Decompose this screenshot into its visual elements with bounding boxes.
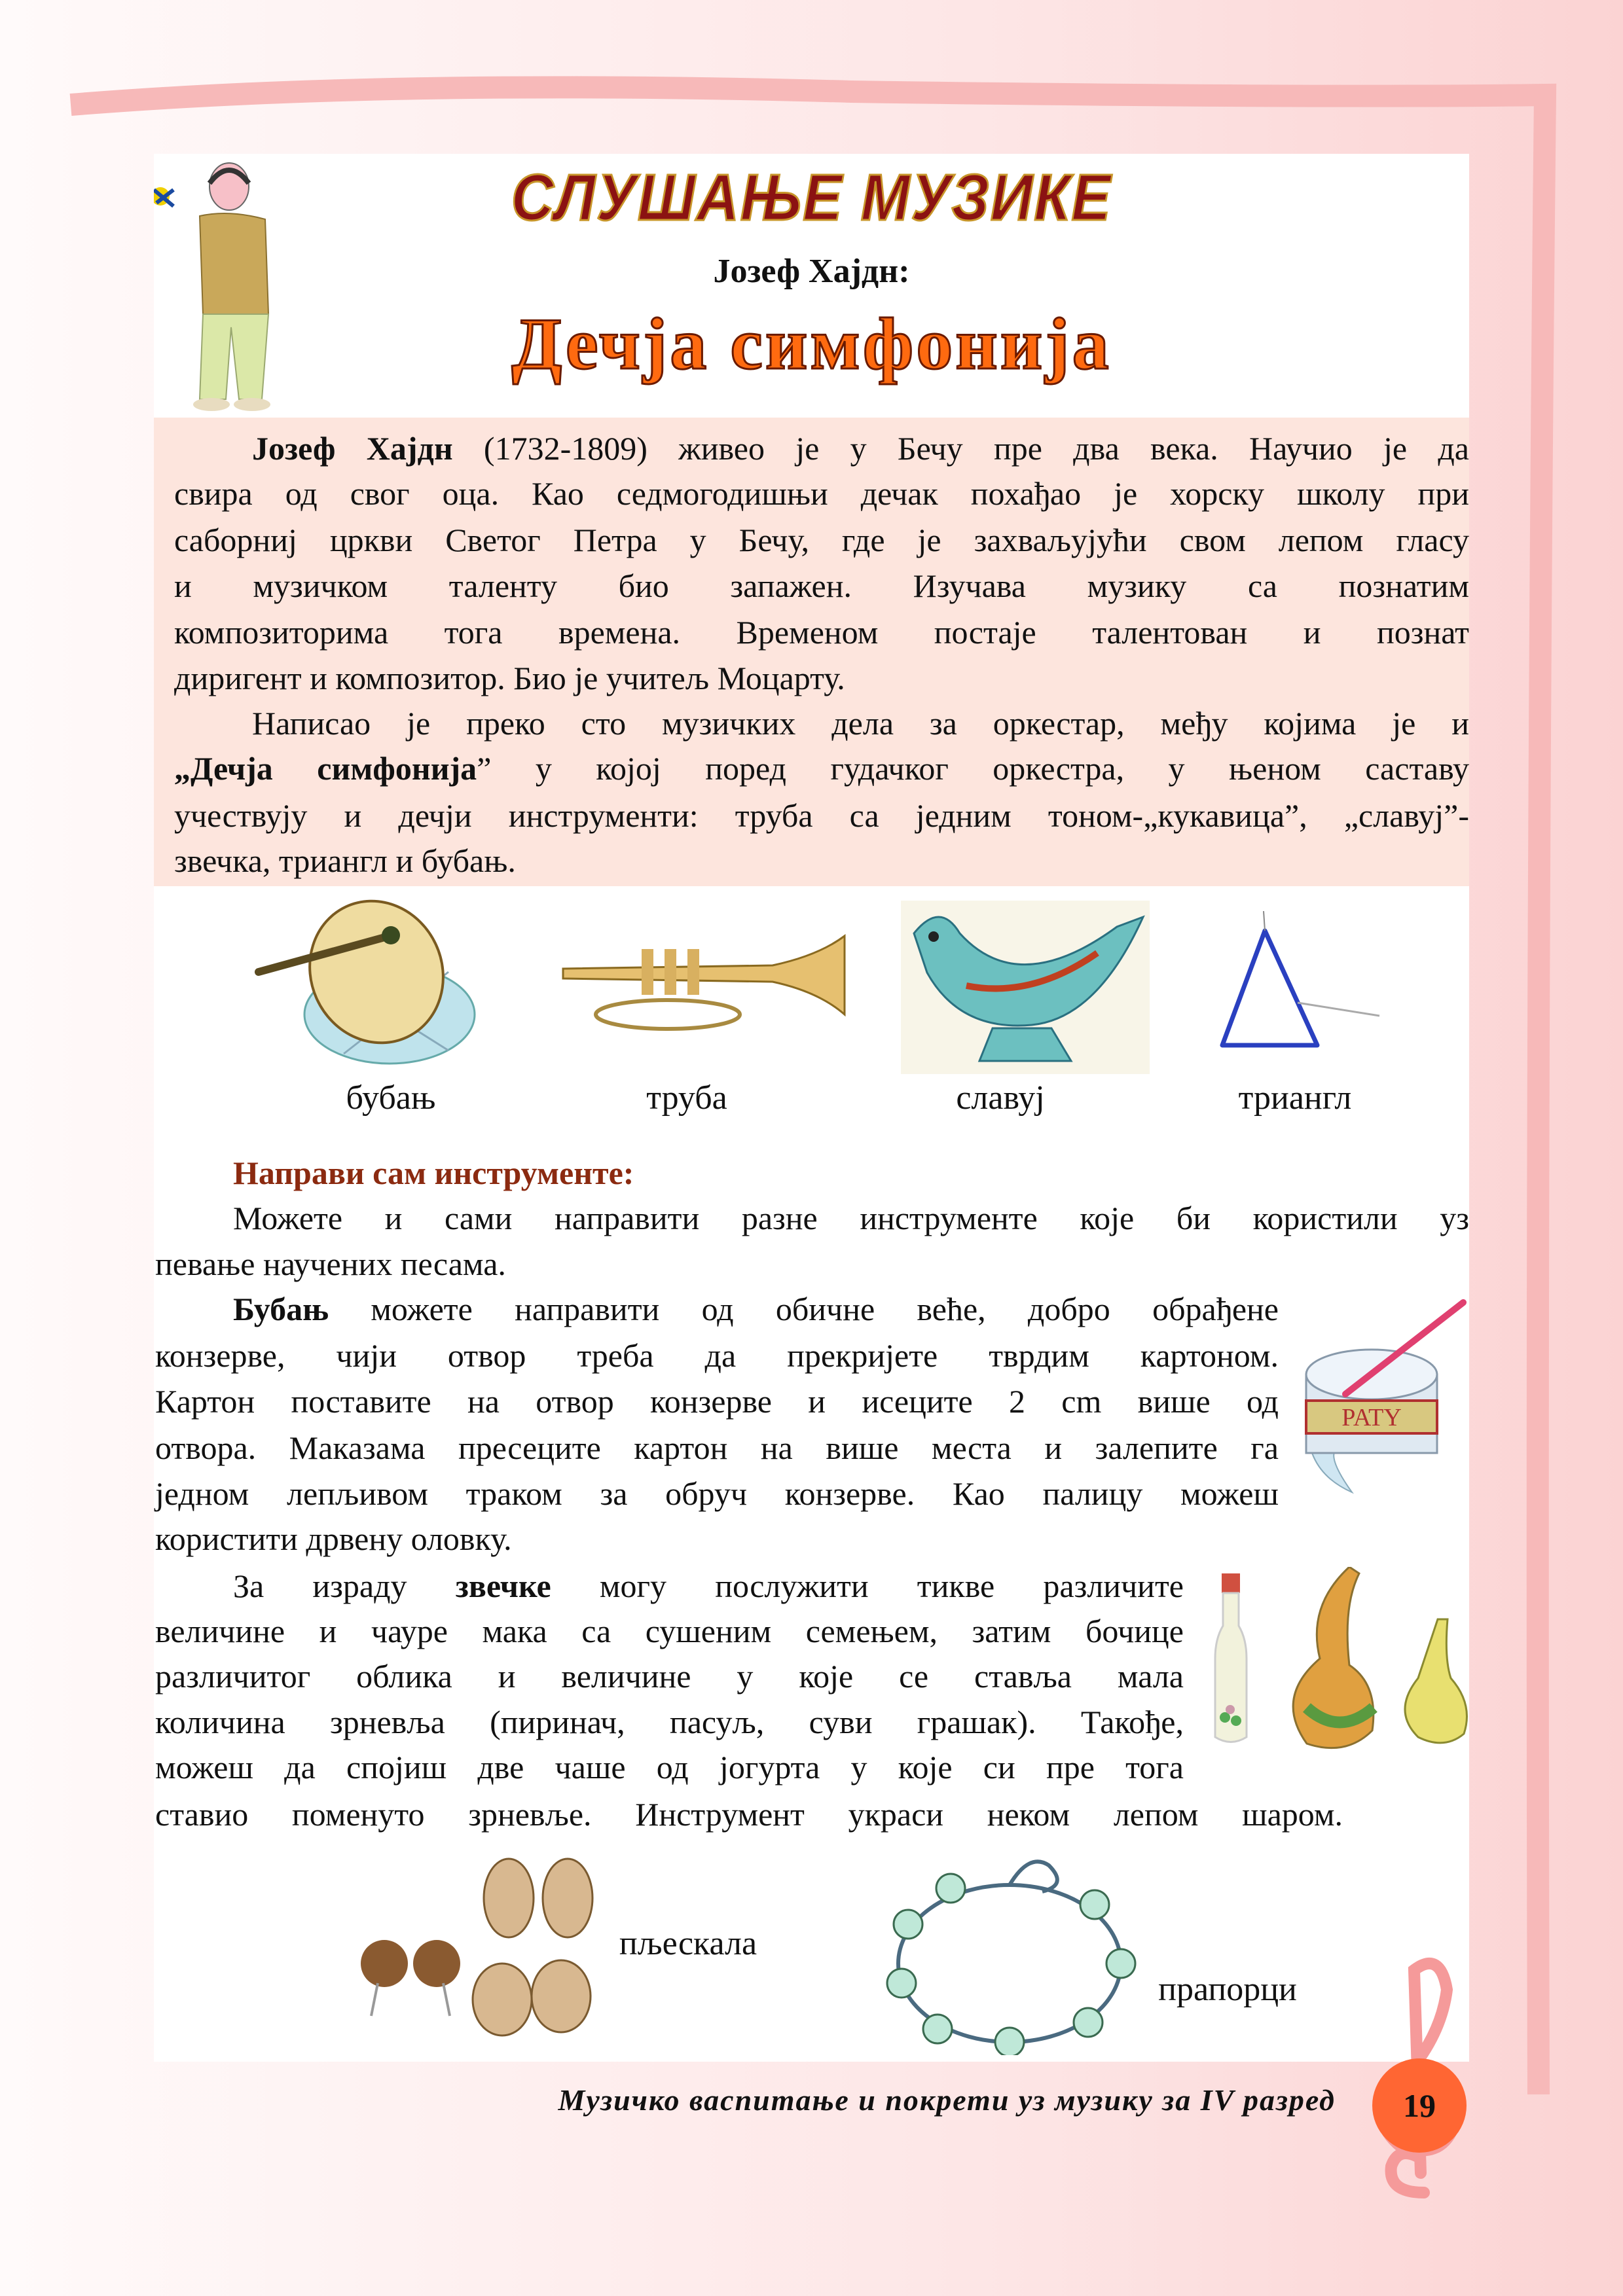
text-line xyxy=(155,1653,1184,1699)
text-line xyxy=(155,1425,1279,1471)
text-line xyxy=(174,471,1469,516)
bold-text: звечке xyxy=(455,1568,551,1604)
triangle-illustration xyxy=(1213,911,1389,1062)
text-line xyxy=(155,1378,1279,1424)
page-number: 19 xyxy=(1372,2058,1467,2153)
text-line xyxy=(155,1744,1184,1790)
text-segment: користити дрвену оловку. xyxy=(155,1520,512,1557)
can-label: PATY xyxy=(1341,1404,1402,1431)
text-segment: отвора. Маказама пресеците картон на више места и залепите га xyxy=(155,1429,1279,1466)
drum-illustration xyxy=(252,893,501,1077)
text-segment: (1732-1809) живео је у Бечу пре два века. Научио је да xyxy=(452,430,1469,467)
trumpet-illustration xyxy=(556,929,851,1034)
text-segment: можеш да спојиш две чаше од јогурта у које си пре тога xyxy=(155,1749,1184,1785)
text-segment: саборниј цркви Светог Петра у Бечу, где је захваљујући свом лепом гласу xyxy=(174,522,1469,558)
bold-text: Бубањ xyxy=(233,1291,329,1327)
text-segment: различитог облика и величине у које се ставља мала xyxy=(155,1658,1184,1695)
instrument-label-trumpet: труба xyxy=(646,1079,727,1117)
bold-text: „Дечја симфонија xyxy=(174,750,477,787)
text-segment: ” у којој поред гудачког оркестра, у њеном саставу xyxy=(477,750,1469,787)
text-line xyxy=(174,563,1469,609)
text-segment: певање научених песама. xyxy=(155,1246,506,1282)
composer-name: Јозеф Хајдн: xyxy=(713,253,910,290)
text-segment: величине и чауре мака са сушеним семењем, затим бочице xyxy=(155,1613,1184,1649)
text-line xyxy=(155,1333,1279,1378)
text-line xyxy=(155,1516,1279,1562)
text-segment: конзерве, чији отвор треба да прекријете тврдим картоном. xyxy=(155,1337,1279,1374)
text-line xyxy=(252,425,1469,471)
work-title: Дечја симфонија xyxy=(511,304,1112,385)
instrument-label-bird-whistle: славуј xyxy=(956,1079,1045,1117)
jingle-bells-ring-illustration xyxy=(879,1852,1147,2055)
text-line xyxy=(155,1608,1184,1654)
text-line xyxy=(155,1699,1184,1745)
text-line xyxy=(233,1563,1184,1609)
text-segment: звечка, триангл и бубањ. xyxy=(174,842,516,879)
text-line xyxy=(155,1241,1469,1287)
extra-instrument-label: прапорци xyxy=(1158,1971,1297,2008)
text-segment: и музичком таленту био запажен. Изучава музику са познатим xyxy=(174,567,1469,604)
text-segment: Картон поставите на отвор конзерве и исеците 2 cm више од xyxy=(155,1383,1279,1420)
text-line xyxy=(252,700,1469,746)
make-instruments-heading: Направи сам инструменте: xyxy=(233,1155,634,1191)
text-segment: можете направити од обичне веће, добро обрађене xyxy=(329,1291,1279,1327)
text-segment: једном лепљивом траком за обруч конзерве. Као палицу можеш xyxy=(155,1475,1279,1512)
text-segment: могу послужити тикве различите xyxy=(551,1568,1184,1604)
bold-text: Јозеф Хајдн xyxy=(252,430,453,467)
text-segment: Можете и сами направити разне инструменте које би користили уз xyxy=(233,1200,1469,1236)
text-line xyxy=(233,1195,1469,1241)
section-title: СЛУШАЊЕ МУЗИКЕ xyxy=(511,161,1112,234)
text-segment: свира од свог оца. Као седмогодишњи дечак похађао је хорску школу при xyxy=(174,475,1469,512)
text-segment: диригент и композитор. Био је учитељ Моцарту. xyxy=(174,660,845,696)
text-segment: учествују и дечји инструменти: труба са једним тоном-„кукавица”, „славуј”- xyxy=(174,797,1469,834)
text-line xyxy=(174,655,1469,701)
can-drum-illustration xyxy=(1293,1296,1470,1509)
instrument-label-triangle: триангл xyxy=(1238,1079,1352,1117)
text-line xyxy=(155,1471,1279,1516)
text-segment: композиторима тога времена. Временом постаје талентован и познат xyxy=(174,614,1469,651)
text-line xyxy=(174,793,1469,838)
rattle-gourds-illustration xyxy=(1209,1567,1470,1750)
text-line xyxy=(174,745,1469,791)
clappers-illustration xyxy=(352,1852,607,2062)
footer-book-title: Музичко васпитање и покрети уз музику за IV разред xyxy=(558,2083,1336,2117)
text-segment: количина зрневља (пиринач, пасуљ, суви грашак). Такође, xyxy=(155,1704,1184,1740)
bird-whistle-illustration xyxy=(901,901,1150,1074)
text-line xyxy=(174,517,1469,563)
text-segment: Написао је преко сто музичких дела за оркестар, међу којима је и xyxy=(252,705,1469,742)
instrument-label-drum: бубањ xyxy=(346,1079,436,1117)
text-line xyxy=(233,1286,1279,1332)
text-segment: За израду xyxy=(233,1568,456,1604)
text-line xyxy=(174,838,1469,884)
text-segment: ставио поменуто зрневље. Инструмент украси неком лепом шаром. xyxy=(155,1796,1343,1833)
extra-instrument-label: пљескала xyxy=(619,1925,757,1962)
text-line xyxy=(155,1791,1343,1837)
text-line xyxy=(174,609,1469,655)
